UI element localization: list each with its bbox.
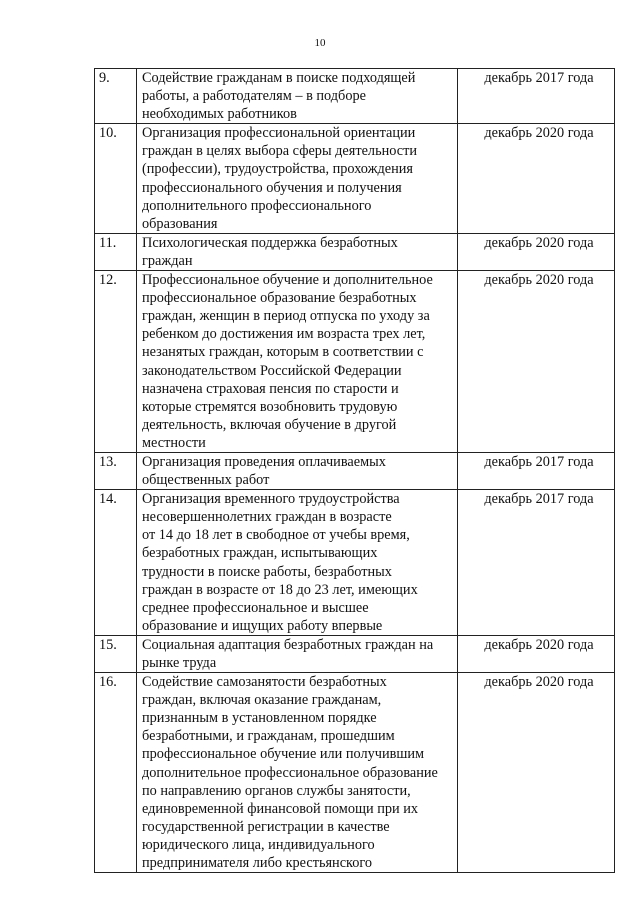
measure-description bbox=[137, 124, 458, 234]
description-line: незанятых граждан, которым в соответствии с bbox=[142, 344, 424, 361]
description-line: Социальная адаптация безработных граждан на bbox=[142, 636, 434, 653]
description-line: Психологическая поддержка безработных bbox=[142, 234, 398, 251]
description-line: Содействие самозанятости безработных bbox=[142, 674, 387, 691]
description-line: Организация временного трудоустройства bbox=[142, 491, 400, 508]
deadline: декабрь 2020 года bbox=[458, 233, 615, 270]
row-number: 12. bbox=[95, 271, 137, 453]
description-line: от 14 до 18 лет в свободное от учебы время, bbox=[142, 527, 410, 544]
description-line: Организация проведения оплачиваемых bbox=[142, 453, 386, 470]
description-line: которые стремятся возобновить трудовую bbox=[142, 398, 398, 415]
row-number: 11. bbox=[95, 233, 137, 270]
row-number: 9. bbox=[95, 69, 137, 124]
description-line: профессиональное обучение или получившим bbox=[142, 746, 425, 763]
description-line: (профессии), трудоустройства, прохождения bbox=[142, 161, 413, 178]
row-number: 14. bbox=[95, 490, 137, 636]
table-row bbox=[95, 124, 615, 234]
table-row bbox=[95, 490, 615, 636]
description-line: деятельность, включая обучение в другой bbox=[142, 416, 397, 433]
description-line: признанным в установленном порядке bbox=[142, 710, 377, 727]
description-line: единовременной финансовой помощи при их bbox=[142, 800, 419, 817]
row-number: 13. bbox=[95, 452, 137, 489]
table-body bbox=[95, 69, 615, 873]
row-number: 16. bbox=[95, 673, 137, 873]
description-line: дополнительное профессиональное образование bbox=[142, 764, 438, 781]
description-line: безработных граждан, испытывающих bbox=[142, 545, 378, 562]
description-line: образования bbox=[142, 215, 218, 232]
measures-table bbox=[94, 68, 615, 873]
description-line: Профессиональное обучение и дополнительное bbox=[142, 272, 433, 289]
description-line: граждан, включая оказание гражданам, bbox=[142, 692, 382, 709]
description-line: рынке труда bbox=[142, 655, 217, 671]
description-line: работы, а работодателям – в подборе bbox=[142, 88, 366, 105]
deadline: декабрь 2020 года bbox=[458, 124, 615, 234]
row-number: 15. bbox=[95, 635, 137, 672]
measure-description bbox=[137, 452, 458, 489]
description-line: местности bbox=[142, 434, 206, 451]
description-line: граждан в возрасте от 18 до 23 лет, имеющих bbox=[142, 581, 418, 598]
description-line: Содействие гражданам в поиске подходящей bbox=[142, 70, 416, 86]
description-line: общественных работ bbox=[142, 472, 270, 489]
table-row bbox=[95, 673, 615, 873]
deadline: декабрь 2017 года bbox=[458, 69, 615, 124]
table-row bbox=[95, 635, 615, 672]
row-number: 10. bbox=[95, 124, 137, 234]
description-line: граждан bbox=[142, 252, 193, 269]
deadline: декабрь 2017 года bbox=[458, 490, 615, 636]
description-line: граждан, женщин в период отпуска по уходу за bbox=[142, 308, 430, 325]
description-line: по направлению органов службы занятости, bbox=[142, 782, 411, 799]
measure-description bbox=[137, 233, 458, 270]
description-line: несовершеннолетних граждан в возрасте bbox=[142, 509, 392, 526]
deadline: декабрь 2020 года bbox=[458, 673, 615, 873]
description-line: Организация профессиональной ориентации bbox=[142, 125, 416, 142]
description-line: дополнительного профессионального bbox=[142, 197, 372, 214]
measure-description bbox=[137, 635, 458, 672]
measure-description bbox=[137, 271, 458, 453]
description-line: среднее профессиональное и высшее bbox=[142, 599, 369, 616]
table-row bbox=[95, 452, 615, 489]
page-number: 10 bbox=[314, 37, 326, 49]
description-line: трудности в поиске работы, безработных bbox=[142, 563, 392, 580]
description-line: назначена страховая пенсия по старости и bbox=[142, 380, 399, 397]
measure-description bbox=[137, 673, 458, 873]
description-line: юридического лица, индивидуального bbox=[142, 836, 375, 853]
description-line: необходимых работников bbox=[142, 106, 297, 123]
table-row bbox=[95, 271, 615, 453]
table-row bbox=[95, 233, 615, 270]
description-line: безработными, и гражданам, прошедшим bbox=[142, 728, 395, 745]
description-line: профессиональное образование безработных bbox=[142, 290, 417, 307]
description-line: государственной регистрации в качестве bbox=[142, 818, 390, 835]
measure-description bbox=[137, 490, 458, 636]
deadline: декабрь 2017 года bbox=[458, 452, 615, 489]
measure-description bbox=[137, 69, 458, 124]
description-line: ребенком до достижения им возраста трех лет, bbox=[142, 326, 426, 343]
description-line: профессионального обучения и получения bbox=[142, 179, 402, 196]
table-row bbox=[95, 69, 615, 124]
deadline: декабрь 2020 года bbox=[458, 271, 615, 453]
description-line: граждан в целях выбора сферы деятельности bbox=[142, 143, 417, 160]
description-line: предпринимателя либо крестьянского bbox=[142, 855, 373, 872]
description-line: законодательством Российской Федерации bbox=[142, 362, 402, 379]
deadline: декабрь 2020 года bbox=[458, 635, 615, 672]
description-line: образование и ищущих работу впервые bbox=[142, 617, 383, 634]
